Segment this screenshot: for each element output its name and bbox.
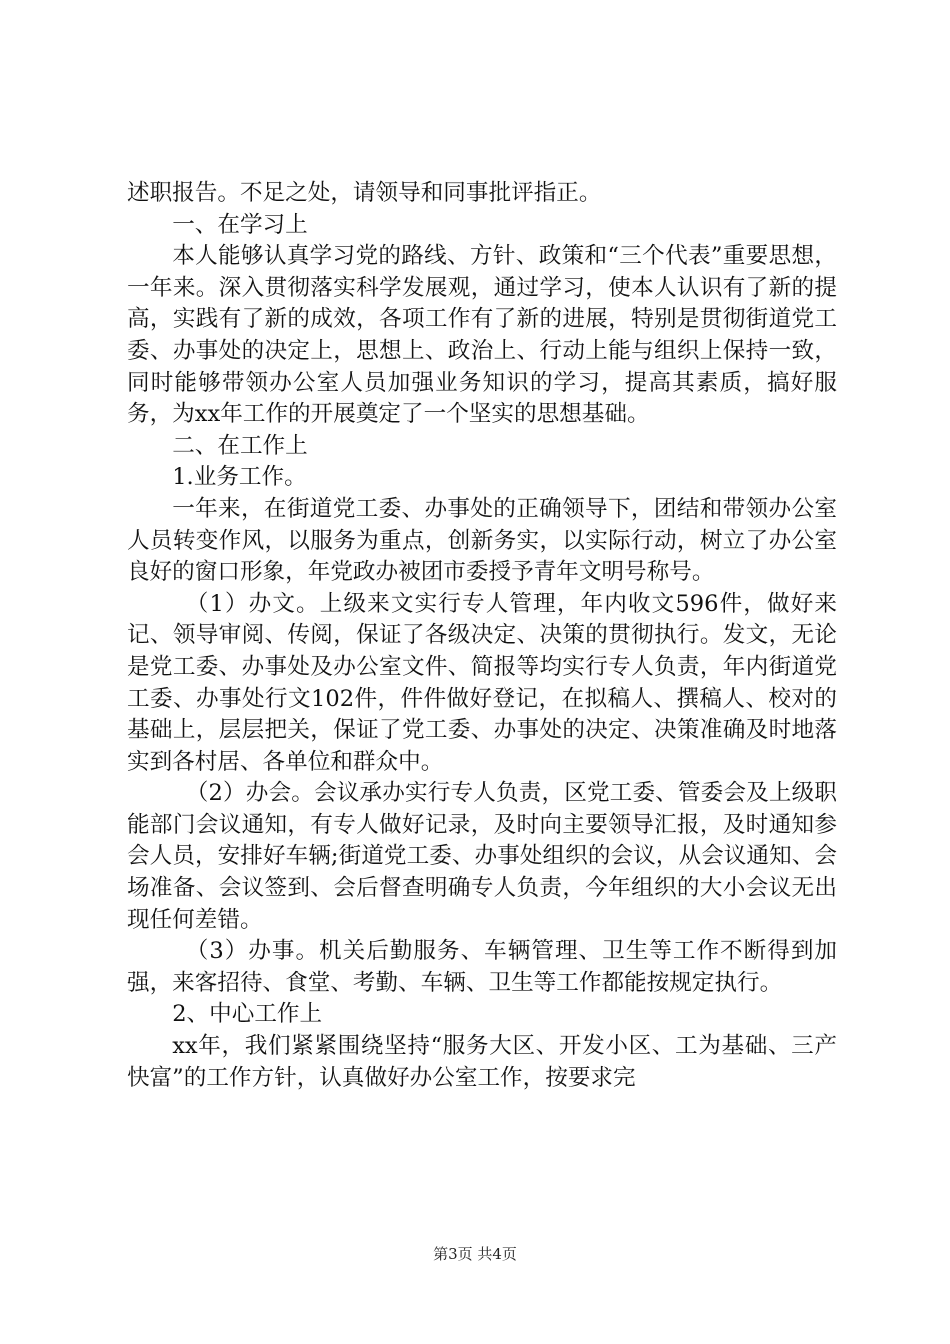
- paragraph-affairs: （3）办事。机关后勤服务、车辆管理、卫生等工作不断得到加强，来客招待、食堂、考勤、车辆、卫生等工作都能按规定执行。: [127, 938, 837, 996]
- heading-central-work: 2、中心工作上: [172, 1001, 323, 1028]
- paragraph-business-work: 一年来，在街道党工委、办事处的正确领导下，团结和带领办公室人员转变作风，以服务为重点，创新务实，以实际行动，树立了办公室良好的窗口形象，年党政办被团市委授予青年文明号称号。: [127, 495, 837, 586]
- paragraph-documents: （1）办文。上级来文实行专人管理，年内收文596件，做好来记、领导审阅、传阅，保证了各级决定、决策的贯彻执行。发文，无论是党工委、办事处及办公室文件、简报等均实行专人负责，年内街道党工委、办事处行文102件，件件做好登记，在拟稿人、撰稿人、校对的基础上，层层把关，保证了党工委、办事处的决定、决策准确及时地落实到各村居、各单位和群众中。: [127, 590, 837, 775]
- paragraph-meetings: （2）办会。会议承办实行专人负责，区党工委、管委会及上级职能部门会议通知，有专人做好记录，及时向主要领导汇报，及时通知参会人员，安排好车辆;街道党工委、办事处组织的会议，从会议通知、会场准备、会议签到、会后督查明确专人负责，今年组织的大小会议无出现任何差错。: [127, 780, 837, 933]
- heading-study: 一、在学习上: [172, 211, 308, 238]
- page-number-footer: 第3页 共4页: [433, 1245, 517, 1263]
- heading-work: 二、在工作上: [172, 432, 308, 459]
- paragraph-intro-tail: 述职报告。不足之处，请领导和同事批评指正。: [127, 180, 602, 206]
- paragraph-central-work: xx年，我们紧紧围绕坚持“服务大区、开发小区、工为基础、三产快富”的工作方针，认真做好办公室工作，按要求完: [127, 1033, 837, 1091]
- heading-business-work: 1.业务工作。: [172, 464, 307, 491]
- document-body: [127, 178, 837, 1094]
- paragraph-study: 本人能够认真学习党的路线、方针、政策和“三个代表”重要思想，一年来。深入贯彻落实科学发展观，通过学习，使本人认识有了新的提高，实践有了新的成效，各项工作有了新的进展，特别是贯彻街道党工委、办事处的决定上，思想上、政治上、行动上能与组织上保持一致，同时能够带领办公室人员加强业务知识的学习，提高其素质，搞好服务，为xx年工作的开展奠定了一个坚实的思想基础。: [127, 243, 837, 428]
